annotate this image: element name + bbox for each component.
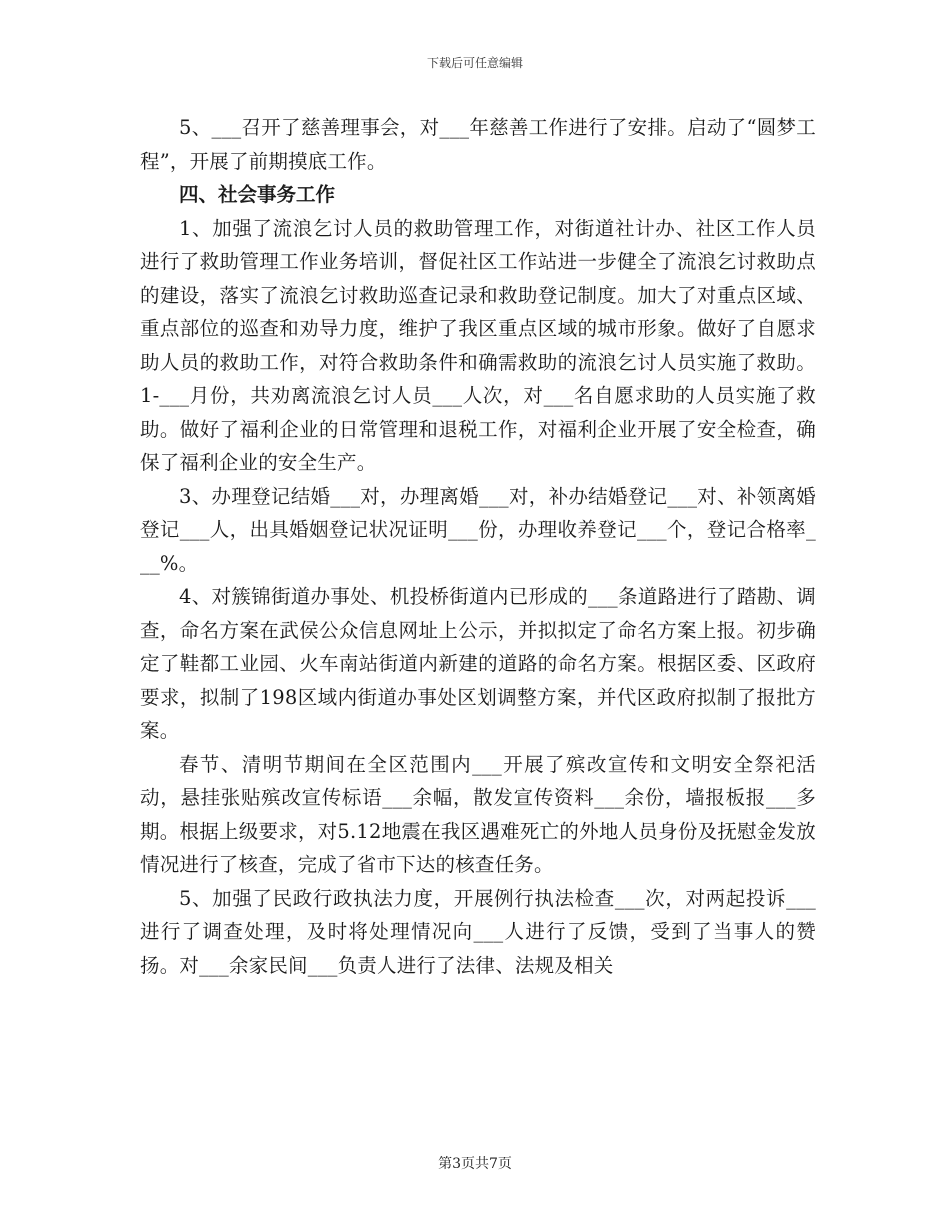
- paragraph-charity-council: 5、___召开了慈善理事会，对___年慈善工作进行了安排。启动了“圆梦工程”，开展了前期摸底工作。: [140, 116, 816, 173]
- section-heading-social-affairs: 四、社会事务工作: [179, 183, 336, 206]
- paragraph-funeral-reform: 春节、清明节期间在全区范围内___开展了殡改宣传和文明安全祭祀活动，悬挂张贴殡改宣传标语___余幅，散发宣传资料___余份，墙报板报___多期。根据上级要求，对5.12地震在我区遇难死亡的外地人员身份及抚慰金发放情况进行了核查，完成了省市下达的核查任务。: [140, 752, 816, 876]
- page-footer: 第3页共7页: [438, 1156, 512, 1172]
- paragraph-vagrant-relief: 1、加强了流浪乞讨人员的救助管理工作，对街道社计办、社区工作人员进行了救助管理工作业务培训，督促社区工作站进一步健全了流浪乞讨救助点的建设，落实了流浪乞讨救助巡查记录和救助登记制度。加大了对重点区域、重点部位的巡查和劝导力度，维护了我区重点区域的城市形象。做好了自愿求助人员的救助工作，对符合救助条件和确需救助的流浪乞讨人员实施了救助。1-___月份，共劝离流浪乞讨人员___人次，对___名自愿求助的人员实施了救助。做好了福利企业的日常管理和退税工作，对福利企业开展了安全检查，确保了福利企业的安全生产。: [140, 216, 816, 474]
- paragraph-law-enforcement: 5、加强了民政行政执法力度，开展例行执法检查___次，对两起投诉___进行了调查处理，及时将处理情况向___人进行了反馈，受到了当事人的赞扬。对___余家民间___负责人进行了法律、法规及相关: [140, 886, 816, 977]
- page-header: 下载后可任意编辑: [426, 56, 523, 70]
- paragraph-marriage-registration: 3、办理登记结婚___对，办理离婚___对，补办结婚登记___对、补领离婚登记___人，出具婚姻登记状况证明___份，办理收养登记___个，登记合格率___%。: [140, 484, 816, 575]
- paragraph-road-naming: 4、对簇锦街道办事处、机投桥街道内已形成的___条道路进行了踏勘、调查，命名方案在武侯公众信息网址上公示，并拟拟定了命名方案上报。初步确定了鞋都工业园、火车南站街道内新建的道路的命名方案。根据区委、区政府要求，拟制了198区域内街道办事处区划调整方案，并代区政府拟制了报批方案。: [140, 585, 816, 742]
- document-body: [140, 111, 816, 982]
